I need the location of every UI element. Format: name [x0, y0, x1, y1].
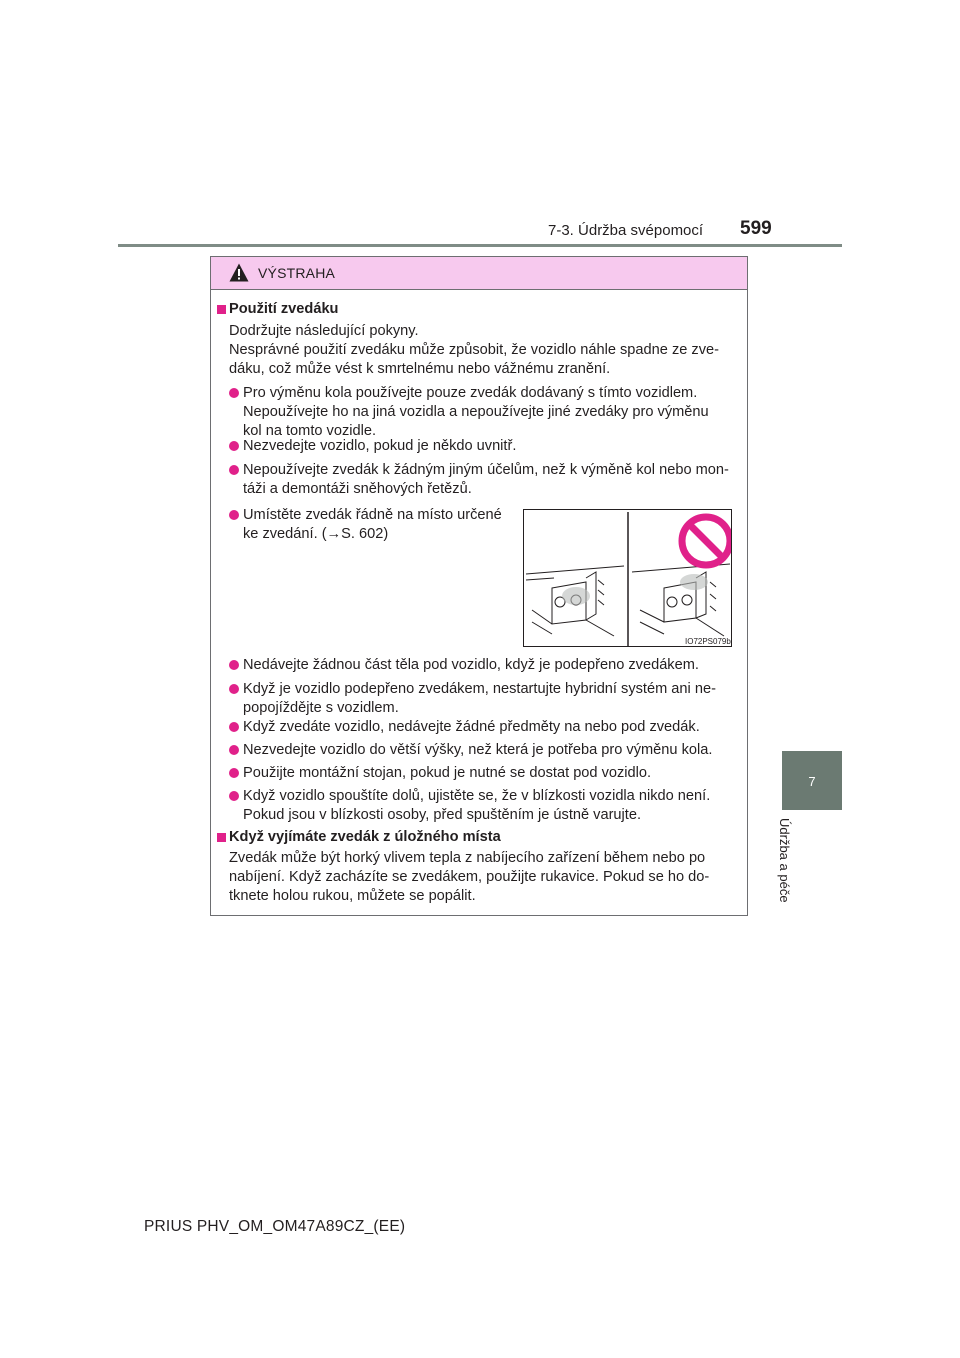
bullet-3-line-1: Nepoužívejte zvedák k žádným jiným účelům, než k výměně kol nebo mon- — [243, 462, 729, 478]
bullet-dot-icon — [229, 465, 239, 475]
figure-id: IO72PS079b — [685, 637, 731, 646]
section1-intro-2: Nesprávné použití zvedáku může způsobit, že vozidlo náhle spadne ze zve- — [229, 342, 719, 358]
correct-jack-point-highlight — [562, 587, 590, 605]
header-section-title: 7-3. Údržba svépomocí — [548, 222, 704, 239]
page-number: 599 — [740, 218, 772, 239]
bullet-10-line-2: Pokud jsou v blízkosti osoby, před spuštěním je ústně varujte. — [243, 807, 642, 823]
warning-title: VÝSTRAHA — [258, 265, 336, 281]
bullet-6-line-2: popojíždějte s vozidlem. — [243, 700, 399, 716]
chapter-tab-number: 7 — [808, 774, 816, 789]
jack-placement-figure — [523, 509, 732, 647]
bullet-6-line-1: Když je vozidlo podepřeno zvedákem, nestartujte hybridní systém ani ne- — [243, 681, 716, 697]
section1-intro-3: dáku, což může vést k smrtelnému nebo vážnému zranění. — [229, 361, 611, 377]
prohibition-icon — [682, 517, 730, 565]
bullet-2-line-1: Nezvedejte vozidlo, pokud je někdo uvnitř. — [243, 438, 517, 454]
bullet-9-line-1: Použijte montážní stojan, pokud je nutné se dostat pod vozidlo. — [243, 765, 652, 781]
section2-heading: Když vyjímáte zvedák z úložného místa — [229, 829, 501, 845]
section2-line-3: tknete holou rukou, můžete se popálit. — [229, 888, 476, 904]
bullet-3-line-2: táži a demontáži sněhových řetězů. — [243, 481, 472, 497]
bullet-1-line-3: kol na tomto vozidle. — [243, 423, 377, 439]
section-square-icon — [217, 833, 226, 842]
bullet-dot-icon — [229, 684, 239, 694]
bullet-7-line-1: Když zvedáte vozidlo, nedávejte žádné předměty na nebo pod zvedák. — [243, 719, 700, 735]
bullet-dot-icon — [229, 791, 239, 801]
bullet-4-line-2: ke zvedání. (→S. 602) — [243, 526, 389, 542]
bullet-5-line-1: Nedávejte žádnou část těla pod vozidlo, když je podepřeno zvedákem. — [243, 657, 699, 673]
bullet-dot-icon — [229, 388, 239, 398]
bullet-8-line-1: Nezvedejte vozidlo do větší výšky, než která je potřeba pro výměnu kola. — [243, 742, 713, 758]
bullet-dot-icon — [229, 441, 239, 451]
section2-line-2: nabíjení. Když zacházíte se zvedákem, použijte rukavice. Pokud se ho do- — [229, 869, 710, 885]
bullet-4-line-1: Umístěte zvedák řádně na místo určené — [243, 507, 502, 523]
footer-document-id: PRIUS PHV_OM_OM47A89CZ_(EE) — [144, 1218, 406, 1235]
bullet-dot-icon — [229, 722, 239, 732]
bullet-1-line-2: Nepoužívejte ho na jiná vozidla a nepoužívejte jiné zvedáky pro výměnu — [243, 404, 709, 420]
bullet-dot-icon — [229, 510, 239, 520]
incorrect-jack-point-highlight — [680, 574, 708, 590]
warning-triangle-icon — [229, 263, 249, 282]
warning-header — [211, 257, 747, 290]
chapter-label: Údržba a péče — [777, 818, 792, 903]
bullet-dot-icon — [229, 745, 239, 755]
section1-intro-1: Dodržujte následující pokyny. — [229, 323, 419, 339]
bullet-dot-icon — [229, 768, 239, 778]
section1-heading: Použití zvedáku — [229, 301, 339, 317]
header-rule — [118, 244, 842, 247]
section-square-icon — [217, 305, 226, 314]
section2-line-1: Zvedák může být horký vlivem tepla z nabíjecího zařízení během nebo po — [229, 850, 706, 866]
bullet-dot-icon — [229, 660, 239, 670]
bullet-10-line-1: Když vozidlo spouštíte dolů, ujistěte se, že v blízkosti vozidla nikdo není. — [243, 788, 711, 804]
incorrect-placement-drawing — [632, 564, 730, 636]
bullet-1-line-1: Pro výměnu kola používejte pouze zvedák dodávaný s tímto vozidlem. — [243, 385, 698, 401]
jack-placement-illustration — [524, 510, 731, 646]
chapter-tab — [782, 751, 842, 810]
